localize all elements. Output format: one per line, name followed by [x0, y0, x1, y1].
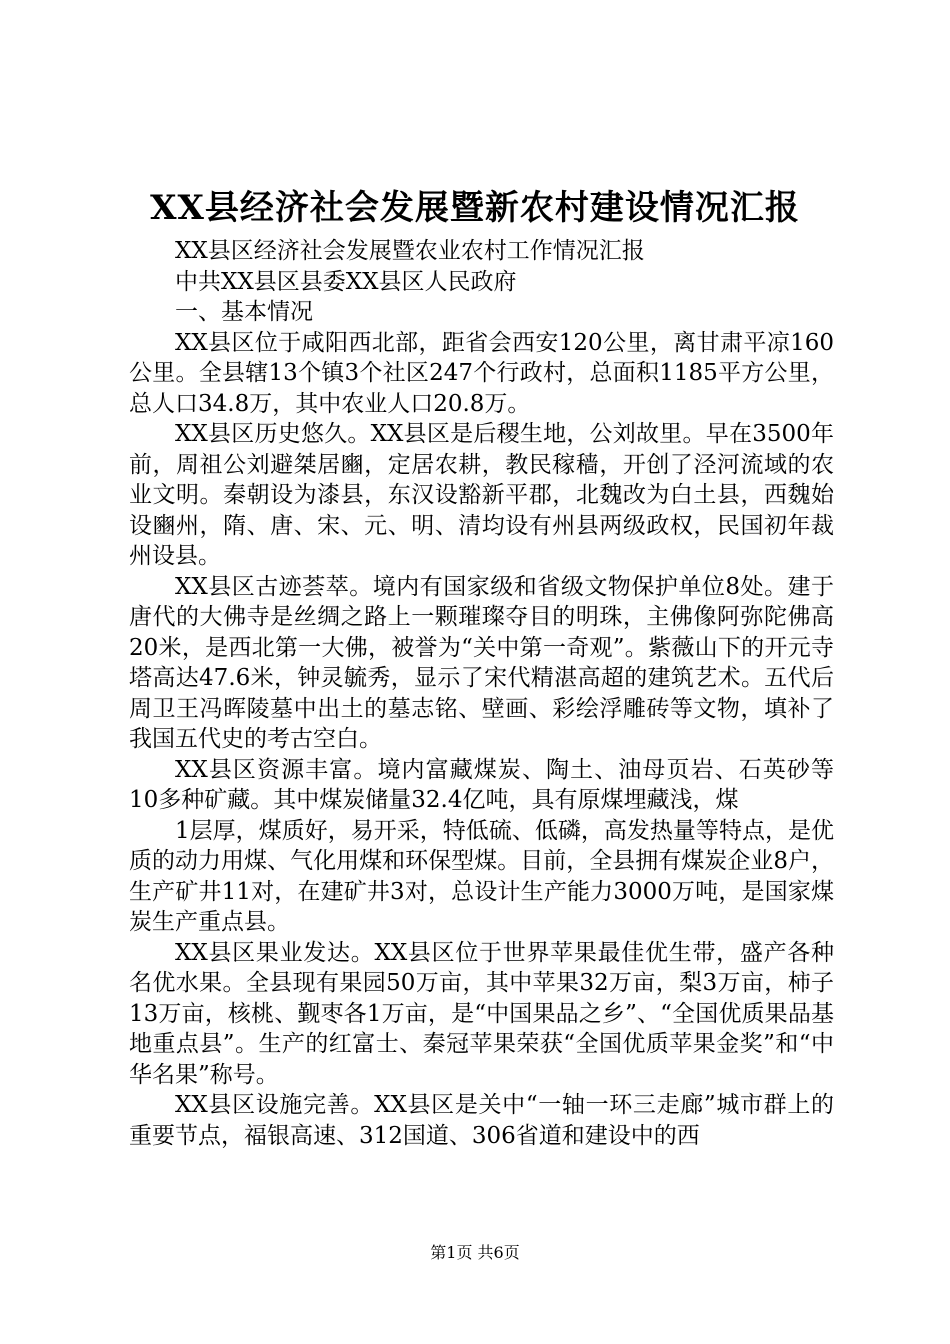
- paragraph-resources: XX县区资源丰富。境内富藏煤炭、陶土、油母页岩、石英砂等10多种矿藏。其中煤炭储量32.4亿吨，具有原煤埋藏浅，煤: [129, 756, 834, 813]
- paragraph-fruit: XX县区果业发达。XX县区位于世界苹果最佳优生带，盛产各种名优水果。全县现有果园50万亩，其中苹果32万亩，梨3万亩，柿子13万亩，核桃、觐枣各1万亩，是“中国果品之乡”、“全国优质果品基地重点县”。生产的红富士、秦冠苹果荣获“全国优质苹果金奖”和“中华名果”称号。: [129, 939, 834, 1088]
- paragraph-coal: 1层厚，煤质好，易开采，特低硫、低磷，高发热量等特点，是优质的动力用煤、气化用煤和环保型煤。目前，全县拥有煤炭企业8户，生产矿井11对，在建矿井3对，总设计生产能力3000万吨，是国家煤炭生产重点县。: [129, 817, 834, 935]
- paragraph-history: XX县区历史悠久。XX县区是后稷生地，公刘故里。早在3500年前，周祖公刘避桀居豳，定居农耕，教民稼穑，开创了泾河流域的农业文明。秦朝设为漆县，东汉设豁新平郡，北魏改为白土县，西魏始设豳州，隋、唐、宋、元、明、清均设有州县两级政权，民国初年裁州设县。: [129, 421, 834, 569]
- issuer-paragraph: 中共XX县区县委XX县区人民政府: [175, 268, 517, 295]
- page-footer: 第1页 共6页: [430, 1243, 520, 1262]
- section-heading: 一、基本情况: [175, 299, 313, 325]
- paragraph-heritage: XX县区古迹荟萃。境内有国家级和省级文物保护单位8处。建于唐代的大佛寺是丝绸之路上一颗璀璨夺目的明珠，主佛像阿弥陀佛高20米，是西北第一大佛，被誉为“关中第一奇观”。紫薇山下的开元寺塔高达47.6米，钟灵毓秀，显示了宋代精湛高超的建筑艺术。五代后周卫王冯晖陵墓中出土的墓志铭、壁画、彩绘浮雕砖等文物，填补了我国五代史的考古空白。: [129, 573, 834, 752]
- paragraph-location: XX县区位于咸阳西北部，距省会西安120公里，离甘肃平凉160公里。全县辖13个镇3个社区247个行政村，总面积1185平方公里，总人口34.8万，其中农业人口20.8万。: [129, 329, 834, 417]
- document-body: [129, 236, 834, 1151]
- paragraph-infrastructure: XX县区设施完善。XX县区是关中“一轴一环三走廊”城市群上的重要节点，福银高速、312国道、306省道和建设中的西: [129, 1092, 834, 1149]
- document-title: XX县经济社会发展暨新农村建设情况汇报: [150, 188, 800, 228]
- subtitle-paragraph: XX县区经济社会发展暨农业农村工作情况汇报: [175, 238, 645, 264]
